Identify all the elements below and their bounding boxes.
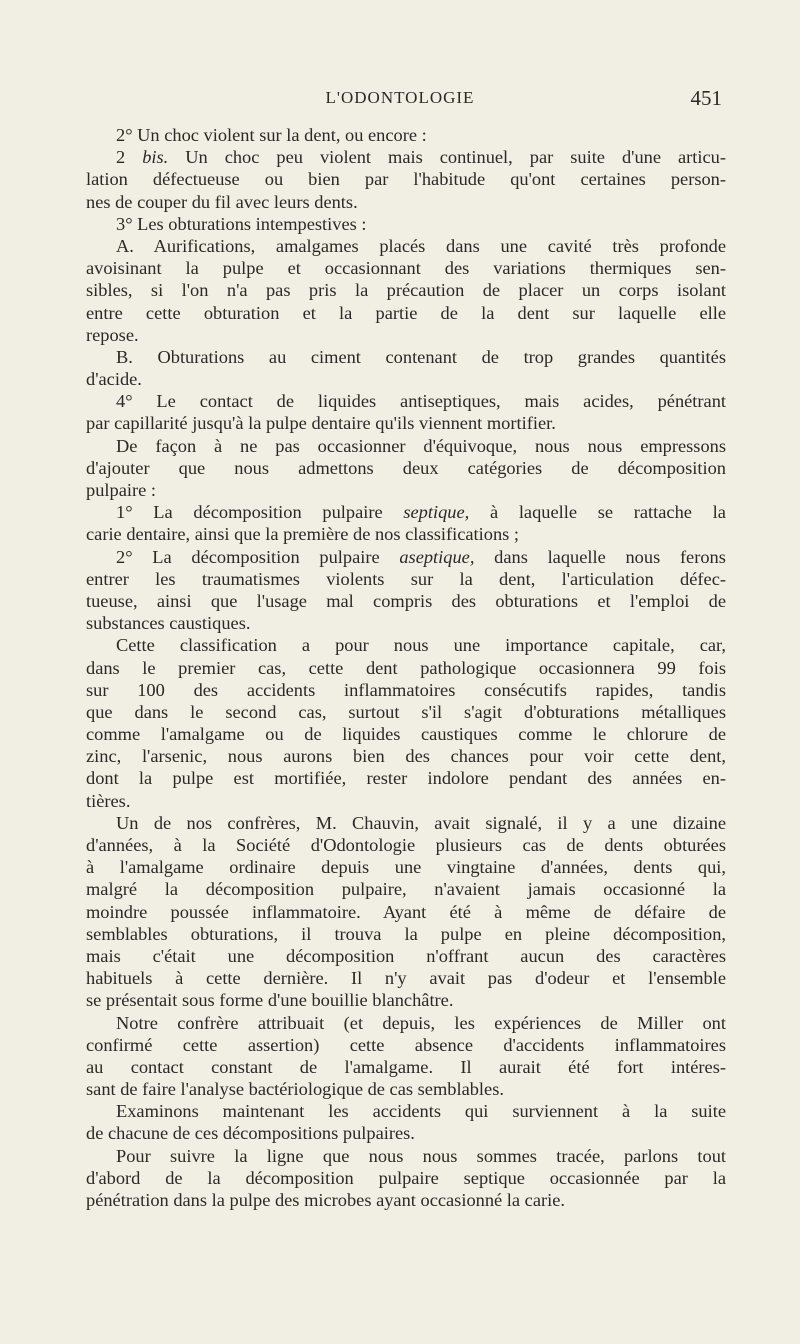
text-line: Pour suivre la ligne que nous nous sommes tracée, parlons tout [116, 1145, 726, 1166]
text-line: Notre confrère attribuait (et depuis, les expériences de Miller ont [116, 1012, 726, 1033]
text-line: entre cette obturation et la partie de la dent sur laquelle elle [86, 302, 726, 323]
text-line: nes de couper du fil avec leurs dents. [86, 191, 358, 212]
text-line: carie dentaire, ainsi que la première de nos classifications ; [86, 524, 520, 545]
text-line: d'abord de la décomposition pulpaire septique occasionnée par la [86, 1167, 726, 1188]
text-line: habituels à cette dernière. Il n'y avait pas d'odeur et l'ensemble [86, 968, 726, 989]
text-line: malgré la décomposition pulpaire, n'avaient jamais occasionné la [86, 879, 726, 900]
text-line: que dans le second cas, surtout s'il s'agit d'obturations métalliques [86, 701, 726, 722]
text-line: entrer les traumatismes violents sur la dent, l'articulation défec- [86, 568, 726, 589]
text-line: 2 bis. Un choc peu violent mais continuel, par suite d'une articu- [116, 147, 726, 168]
text-line: semblables obturations, il trouva la pulpe en pleine décomposition, [86, 923, 726, 944]
text-line: 1° La décomposition pulpaire septique, à laquelle se rattache la [116, 502, 726, 523]
text-line: au contact constant de l'amalgame. Il aurait été fort intéres- [86, 1056, 726, 1077]
text-line: pulpaire : [86, 480, 156, 500]
text-line: 4° Le contact de liquides antiseptiques, mais acides, pénétrant [116, 391, 726, 412]
text-line: tières. [86, 790, 131, 811]
text-line: sur 100 des accidents inflammatoires consécutifs rapides, tandis [86, 679, 726, 700]
text-line: mais c'était une décomposition n'offrant aucun des caractères [86, 945, 726, 966]
text-line: A. Aurifications, amalgames placés dans une cavité très profonde [116, 235, 726, 256]
text-line: moindre poussée inflammatoire. Ayant été à même de défaire de [86, 901, 726, 922]
text-line: avoisinant la pulpe et occasionnant des variations thermiques sen- [86, 258, 726, 279]
text-line: comme l'amalgame ou de liquides caustiques comme le chlorure de [86, 724, 726, 745]
running-header-title: L'ODONTOLOGIE [325, 88, 475, 107]
text-line: 3° Les obturations intempestives : [116, 213, 367, 234]
text-line: tueuse, ainsi que l'usage mal compris des obturations et l'emploi de [86, 590, 726, 611]
text-line: de chacune de ces décompositions pulpaires. [86, 1123, 415, 1144]
text-line: B. Obturations au ciment contenant de trop grandes quantités [116, 346, 726, 367]
text-line: substances caustiques. [86, 613, 251, 634]
text-line: par capillarité jusqu'à la pulpe dentaire qu'ils viennent mortifier. [86, 413, 556, 434]
text-line: d'années, à la Société d'Odontologie plusieurs cas de dents obturées [86, 835, 726, 855]
page-number: 451 [690, 86, 722, 110]
text-line: se présentait sous forme d'une bouillie blanchâtre. [86, 990, 454, 1011]
text-line: sibles, si l'on n'a pas pris la précaution de placer un corps isolant [86, 280, 726, 301]
text-line: dont la pulpe est mortifiée, rester indolore pendant des années en- [86, 768, 726, 789]
text-line: 2° Un choc violent sur la dent, ou encore : [116, 125, 427, 145]
text-line: De façon à ne pas occasionner d'équivoque, nous nous empressons [116, 435, 726, 456]
text-line: 2° La décomposition pulpaire aseptique, dans laquelle nous ferons [116, 546, 726, 567]
text-line: dans le premier cas, cette dent pathologique occasionnera 99 fois [86, 657, 726, 678]
text-line: confirmé cette assertion) cette absence d'accidents inflammatoires [86, 1034, 726, 1055]
text-line: zinc, l'arsenic, nous aurons bien des chances pour voir cette dent, [86, 746, 726, 767]
text-line: à l'amalgame ordinaire depuis une vingtaine d'années, dents qui, [86, 857, 726, 878]
text-line: d'acide. [86, 369, 142, 390]
text-line: Examinons maintenant les accidents qui surviennent à la suite [116, 1101, 726, 1122]
body-text [86, 124, 726, 1211]
text-line: Cette classification a pour nous une importance capitale, car, [116, 635, 726, 656]
text-line: Un de nos confrères, M. Chauvin, avait signalé, il y a une dizaine [116, 812, 726, 833]
text-line: sant de faire l'analyse bactériologique de cas semblables. [86, 1079, 504, 1100]
text-line: d'ajouter que nous admettons deux catégories de décomposition [86, 457, 726, 478]
text-line: lation défectueuse ou bien par l'habitude qu'ont certaines person- [86, 169, 726, 190]
text-line: repose. [86, 324, 139, 345]
text-line: pénétration dans la pulpe des microbes ayant occasionné la carie. [86, 1190, 565, 1210]
